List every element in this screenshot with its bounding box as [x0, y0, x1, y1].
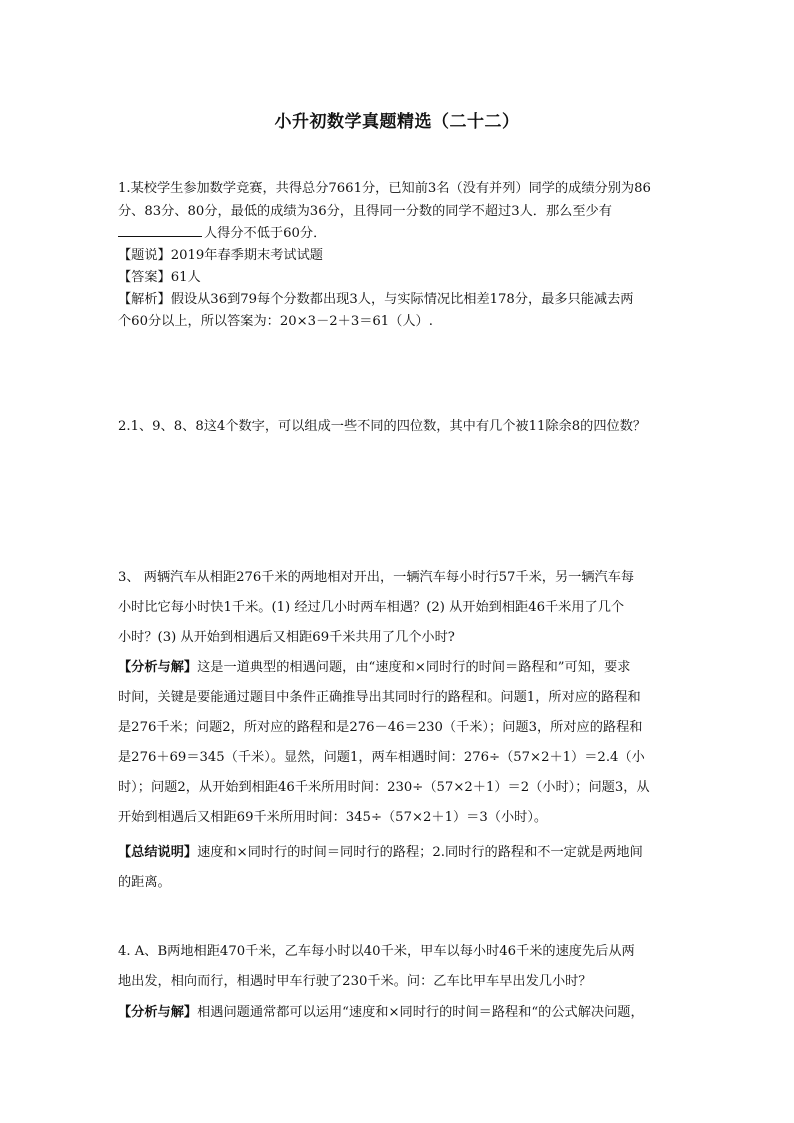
q3-analysis: 是276＋69＝345（千米）。显然，问题1，两车相遇时间：276÷（57×2＋1）＝2.4（小 — [118, 750, 645, 765]
q3-analysis: 开始到相遇后又相距69千米所用时间：345÷（57×2＋1）＝3（小时）。 — [118, 810, 548, 825]
q1-analysis: 【解析】假设从36到79每个分数都出现3人，与实际情况比相差178分，最多只能减去两 — [118, 292, 634, 307]
q1-line: 分、83分、80分，最低的成绩为36分，且得同一分数的同学不超过3人．那么至少有 — [118, 204, 612, 219]
q3-analysis: 时间，关键是要能通过题目中条件正确推导出其同时行的路程和。问题1，所对应的路程和 — [118, 690, 641, 705]
answer-tag: 【答案】 — [118, 270, 171, 285]
q1-analysis: 个60分以上，所以答案为：20×3－2＋3＝61（人）. — [118, 314, 433, 329]
q4-line: 4. A、B两地相距470千米，乙车每小时以40千米，甲车以每小时46千米的速度先后从两 — [118, 944, 635, 959]
q2-line: 2.1、9、8、8这4个数字，可以组成一些不同的四位数，其中有几个被11除余8的四位数？ — [118, 419, 647, 434]
answer-blank — [118, 224, 202, 237]
q1-answer: 【答案】61人 — [118, 270, 201, 285]
q1-line: 1.某校学生参加数学竞赛，共得总分7661分，已知前3名（没有并列）同学的成绩分别为86 — [118, 181, 651, 196]
q3-summary: 的距离。 — [118, 875, 171, 890]
analysis-tag: 【分析与解】 — [118, 1005, 198, 1020]
q3-line: 3、 两辆汽车从相距276千米的两地相对开出，一辆汽车每小时行57千米，另一辆汽车每 — [118, 570, 635, 585]
q1-source: 【题说】2019年春季期末考试试题 — [118, 248, 323, 263]
summary-tag: 【总结说明】 — [118, 845, 198, 860]
q4-analysis: 【分析与解】相遇问题通常都可以运用“速度和×同时行的时间＝路程和“的公式解决问题， — [118, 1005, 644, 1020]
q3-analysis: 【分析与解】这是一道典型的相遇问题，由“速度和×同时行的时间＝路程和”可知，要求 — [118, 660, 631, 675]
analysis-tag: 【分析与解】 — [118, 660, 198, 675]
source-tag: 【题说】 — [118, 248, 171, 263]
q3-line: 小时？(3) 从开始到相遇后又相距69千米共用了几个小时? — [118, 630, 455, 645]
q3-analysis: 是276千米；问题2，所对应的路程和是276－46＝230（千米）；问题3，所对应的路程和 — [118, 720, 643, 735]
page-title: 小升初数学真题精选（二十二） — [274, 112, 520, 132]
analysis-tag: 【解析】 — [118, 292, 171, 307]
q1-line: 人得分不低于60分． — [118, 222, 326, 241]
q4-line: 地出发，相向而行，相遇时甲车行驶了230千米。问：乙车比甲车早出发几小时？ — [118, 974, 592, 989]
q3-analysis: 时）；问题2，从开始到相距46千米所用时间：230÷（57×2＋1）＝2（小时）；问题3，从 — [118, 780, 650, 795]
q3-line: 小时比它每小时快1千米。(1) 经过几小时两车相遇？(2) 从开始到相距46千米用了几个 — [118, 600, 625, 615]
q3-summary: 【总结说明】速度和×同时行的时间＝同时行的路程；2.同时行的路程和不一定就是两地间 — [118, 845, 643, 860]
